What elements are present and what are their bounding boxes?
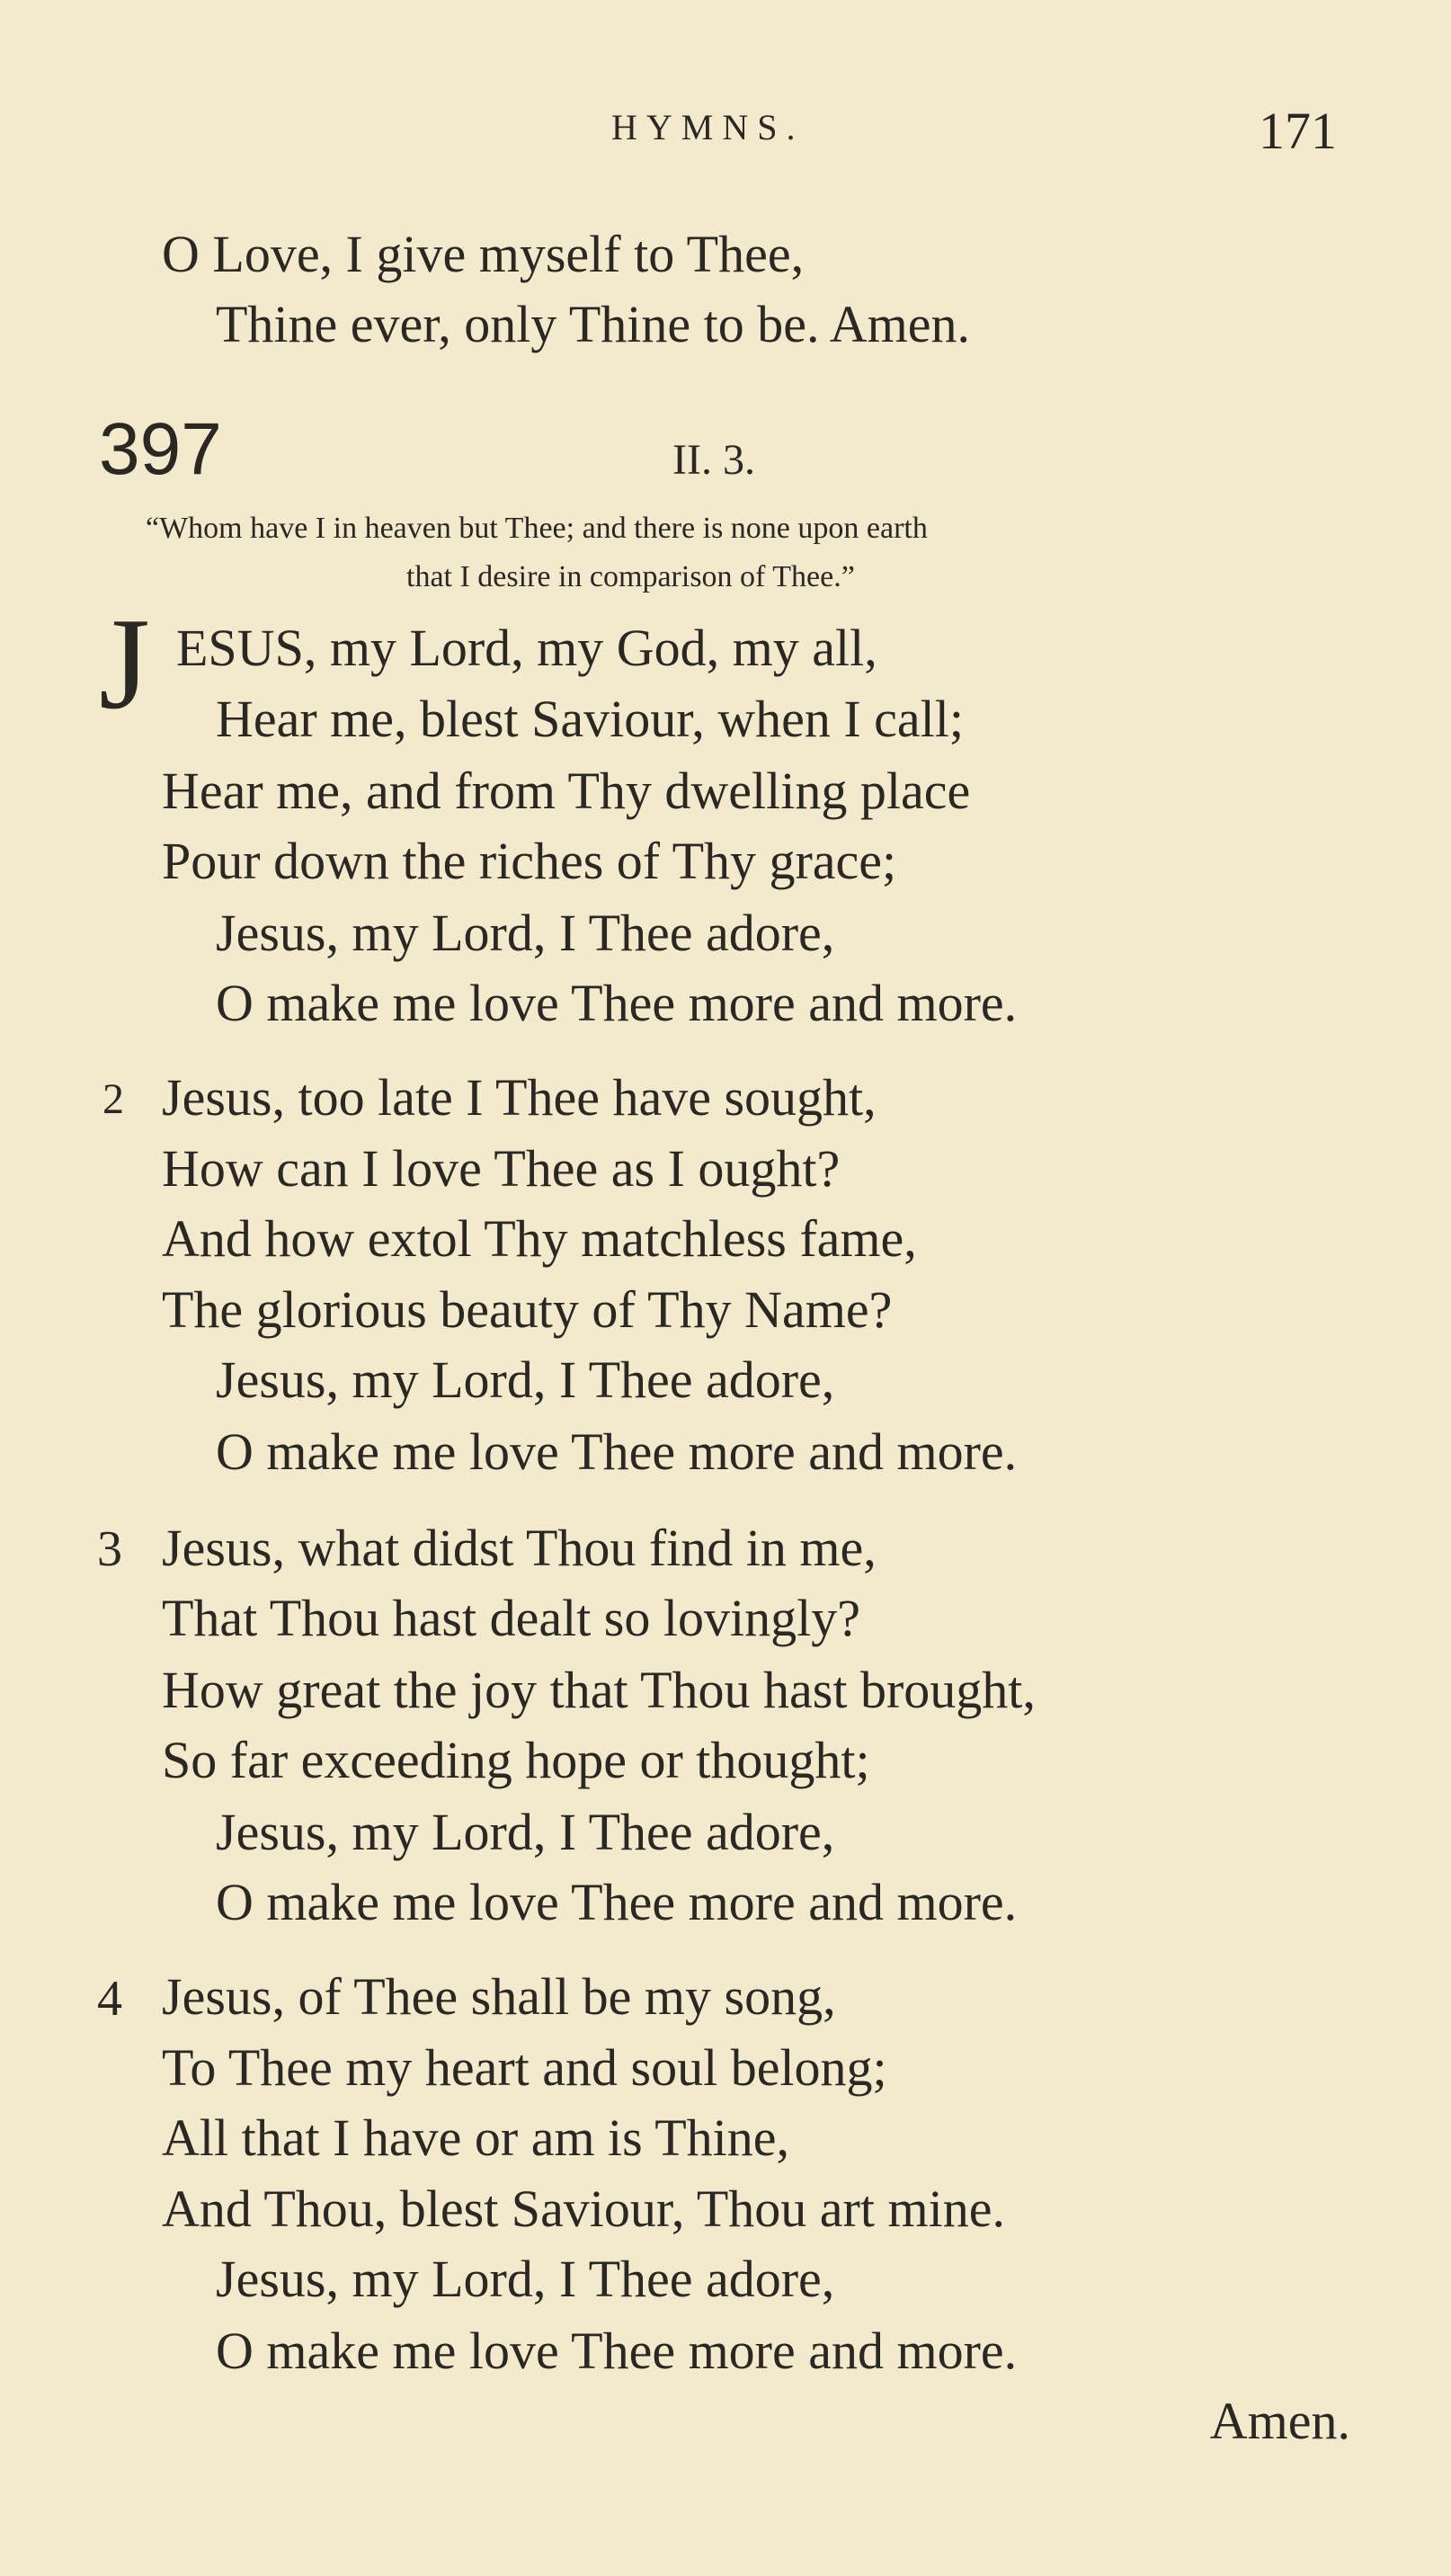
verse-line: Jesus, my Lord, I Thee adore,	[216, 2250, 835, 2308]
verse-number: 2	[102, 1075, 124, 1123]
verse-line: Jesus, my Lord, I Thee adore,	[216, 1350, 835, 1409]
verse-line: Jesus, of Thee shall be my song,	[162, 1967, 836, 2026]
verse-number: 4	[97, 1971, 122, 2027]
verse-line: O make me love Thee more and more.	[216, 974, 1018, 1032]
running-title: HYMNS.	[611, 107, 805, 147]
verse-line: So far exceeding hope or thought;	[162, 1731, 870, 1789]
verse-line: How can I love Thee as I ought?	[162, 1139, 841, 1198]
verse-line: How great the joy that Thou hast brought,	[162, 1661, 1036, 1719]
verse-line: O make me love Thee more and more.	[216, 1873, 1018, 1931]
page-number: 171	[1259, 102, 1337, 160]
previous-hymn-line: O Love, I give myself to Thee,	[162, 225, 805, 283]
verse-line: And Thou, blest Saviour, Thou art mine.	[162, 2179, 1005, 2238]
verse-line: Pour down the riches of Thy grace;	[162, 832, 897, 890]
verse-line: ESUS, my Lord, my God, my all,	[176, 619, 877, 677]
verse-line: To Thee my heart and soul belong;	[162, 2038, 887, 2097]
hymn-number: 397	[99, 408, 222, 490]
verse-line: Jesus, my Lord, I Thee adore,	[216, 904, 835, 962]
verse-line: Jesus, my Lord, I Thee adore,	[216, 1803, 835, 1861]
verse-line: O make me love Thee more and more.	[216, 1422, 1018, 1481]
verse-line: O make me love Thee more and more.	[216, 2322, 1018, 2380]
closing-amen: Amen.	[1209, 2392, 1350, 2450]
verse-line: Jesus, too late I Thee have sought,	[162, 1068, 877, 1127]
verse-line: All that I have or am is Thine,	[162, 2108, 789, 2167]
verse-line: The glorious beauty of Thy Name?	[162, 1280, 893, 1339]
hymn-meter: II. 3.	[672, 436, 755, 484]
verse-line: Hear me, and from Thy dwelling place	[162, 762, 971, 820]
running-head	[0, 102, 1451, 160]
verse-line: Jesus, what didst Thou find in me,	[162, 1519, 877, 1577]
epigraph-line: “Whom have I in heaven but Thee; and there is none upon earth	[146, 512, 928, 545]
verse-line: Hear me, blest Saviour, when I call;	[216, 690, 964, 748]
previous-hymn-line: Thine ever, only Thine to be. Amen.	[216, 295, 971, 353]
drop-cap: J	[99, 591, 150, 736]
verse-line: That Thou hast dealt so lovingly?	[162, 1589, 860, 1647]
epigraph-line: that I desire in comparison of Thee.”	[406, 560, 855, 593]
verse-line: And how extol Thy matchless fame,	[162, 1209, 917, 1268]
verse-number: 3	[97, 1521, 122, 1577]
